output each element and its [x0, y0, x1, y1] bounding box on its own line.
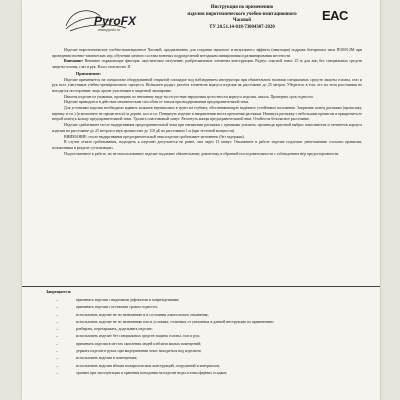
restriction-item: – применять изделия с истекшим сроком годности;: [56, 304, 356, 311]
restriction-item: – использовать изделие без специальных средств защиты головы, глаз и рук;: [56, 333, 356, 340]
title-line-3: Часовой: [232, 18, 252, 24]
restriction-item: – хранить при эксплуатации и хранения попадания на изделие воды и атмосферных осадков;: [56, 370, 356, 377]
instruction-body: [52, 48, 362, 157]
restriction-item: – использовать изделие не по назначению и в состоянии алкогольного опьянения;: [56, 312, 356, 319]
paragraph-warning: ВНИМАНИЕ: после выдергивания предохранительной чеки изделие срабатывает мгновенно (без задержки).: [64, 134, 245, 139]
restrictions-title: Запрещается:: [46, 289, 72, 294]
restrictions-section: [22, 286, 380, 375]
restriction-item: – применять изделия с видимыми дефектами и повреждениями;: [56, 297, 356, 304]
restrictions-list: [56, 297, 356, 377]
paragraph-operation: Изделие срабатывает после выдергивания предохранительной чеки при натяжении растяжки с граммами усилием, производя круговой выброс наполнителя и элементов корпуса изделия на расстояние до 25 метров и звук громкостью до 110 дБ на расстоянии 1 м (при тестовой мощности).: [52, 123, 362, 133]
instruction-sheet: [22, 0, 380, 400]
paragraph-activation: Изделие приводится в действие механическим способом от запала при выдергивании предохранительной чеки.: [64, 100, 250, 105]
title-line-4: ТУ 20.51.14-018-73004307-2020: [209, 24, 275, 30]
heading-use: Применение:: [76, 71, 102, 77]
paragraph-use-site: Изделие применяется на специально оборудованной открытой площадке под наблюдением инструктора при обязательном наличии специальных средств защиты головы, глаз и рук всех участников учебно-тренировочного процесса. Возможен радиус разлёта элементов корпуса изделия на расстояние до 25 метров. Убедитесь в том, что на этом расстоянии не находятся посторонние лица, кроме участников в защитной экипировке.: [52, 77, 362, 93]
title-line-2: изделия пиротехнического учебно-имитационного: [187, 11, 297, 17]
restriction-item: – разбирать, перезаряжать, доделывать изделие;: [56, 326, 356, 333]
heading-danger: Внимание:: [64, 59, 84, 64]
logo-brand-text: PyroFX: [94, 14, 137, 28]
restriction-item: – держать изделие в руках при выдергивании чеки, находиться над изделием;: [56, 348, 356, 355]
document-title: [172, 5, 312, 31]
hazards-text: Внешние поражающие факторы: акустическое излучение, разбрасываемые элементы конструкции. Радиус опасной зоны: 25 м для лиц без специальных средств защиты головы, глаз и рук. Класс опасности: II: [52, 59, 362, 70]
restriction-item: – применять изделия в местах скопления людей и вблизи жилых помещений;: [56, 341, 356, 348]
paragraph-misfire: В случае отказа срабатывания, подходить к изделию допускается не ранее, чем через 15 минут. Отказавшее в работе изделие подлежит уничтожению согласно правилам, изложенным в разделе «утилизация».: [52, 140, 362, 150]
restriction-item: – использовать изделия в помещениях;: [56, 355, 356, 362]
title-line-1: Инструкция по применению: [210, 5, 274, 10]
restriction-item: – использовать изделия вблизи пожароопасных конструкций, сооружений и материалов;: [56, 363, 356, 370]
pyrofx-logo: [60, 4, 156, 34]
paragraph-installation: Для установки изделия необходимо вдавить кольшек вертикально в грунт на глубину, обеспечивающую надёжное устойчивое положение. Закрепить конец растяжки (проволоку, веревку и т.п.) (в комплекте не прилагается) за дерево, кол и т.п. Повернуть изделие в направлении места крепления растяжки. Натянуть растяжку с небольшим провисом и прикрепить ее второй конец к кольцу предохранительной чеки. Удалить пластиковый хомут. Разогнуть концы предохранительной чеки. Отойти на безопасное расстояние.: [52, 106, 362, 122]
logo-tagline: www.pyrofx.ru: [98, 28, 120, 32]
eac-mark: EAC: [322, 8, 348, 23]
restriction-item: – использовать изделие не по назначению или в условиях, отличных от указанных в данной инструкции по применению;: [56, 319, 356, 326]
paragraph-hazards: [52, 59, 362, 70]
paragraph-dismantle: Подготовленное к работе, но не использованное изделие подлежит обязательному демонтажу в обратной последовательности с соблюдением мер предосторожности.: [64, 151, 340, 156]
paragraph-inspect: Извлечь изделие из упаковки, проверить по внешнему виду на отсутствие нарушения целостности корпуса изделия, запала. Проверить срок годности.: [64, 94, 314, 99]
paragraph-purpose: Изделие пиротехническое учебно-имитационное Часовой, предназначено для создания звукового и визуального эффекта (имитация) подрыва боеприпаса типа ПОМЗ-2М при проведении военно-тактических игр, обучении личного состава военных подразделений методикам минирования и разминирования местности.: [52, 48, 362, 58]
